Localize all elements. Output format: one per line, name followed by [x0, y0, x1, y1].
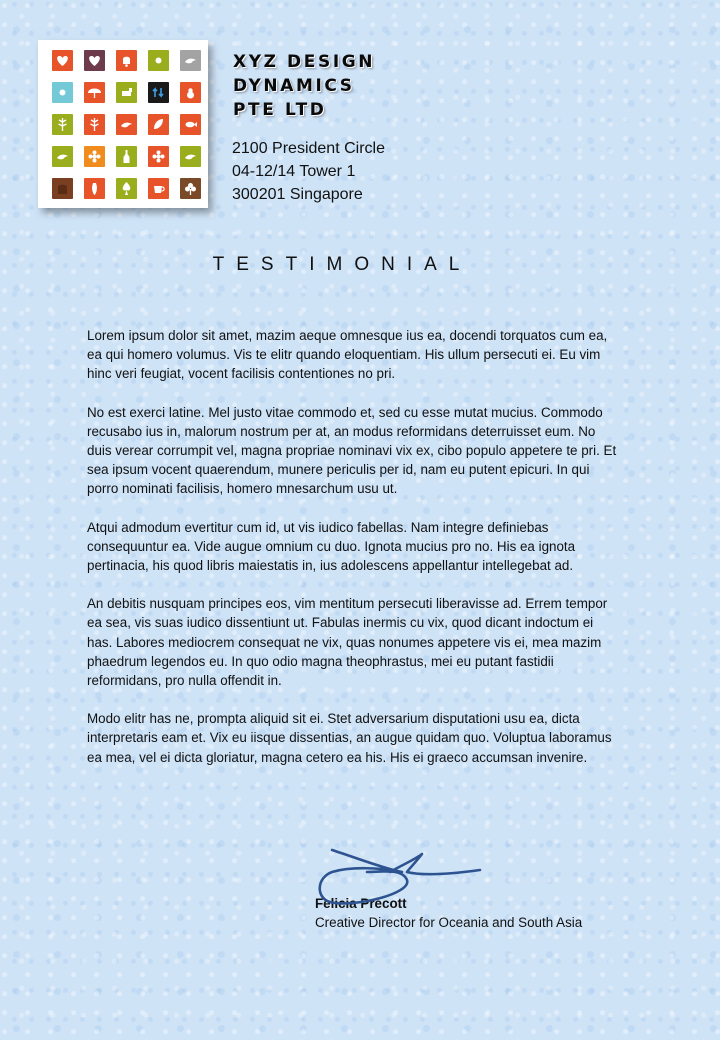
- company-name: [233, 50, 375, 122]
- address-line-street: 2100 President Circle: [232, 140, 385, 157]
- bird-icon: [180, 146, 201, 167]
- company-name-line-2: DYNAMICS: [233, 76, 355, 96]
- bird-icon: [52, 146, 73, 167]
- tree-icon: [52, 114, 73, 135]
- company-name-line-3: PTE LTD: [233, 100, 327, 120]
- logo-icon-grid: [52, 50, 202, 200]
- fish-icon: [180, 114, 201, 135]
- spade-icon: [116, 178, 137, 199]
- testimonial-body: [87, 326, 622, 786]
- company-name-line-1: XYZ DESIGN: [233, 52, 376, 72]
- dot-icon: [52, 82, 73, 103]
- body-paragraph-1: Lorem ipsum dolor sit amet, mazim aeque omnesque ius ea, docendi torquatos cum ea, ea qui homero volumus. Vis te elitr quando eloquentiam. His ullum persecuti ei. Eu vim hinc veri feugiat, vocent facilisis contentiones no pri.: [87, 328, 608, 382]
- handwritten-signature: [312, 842, 492, 922]
- arrows-icon: [148, 82, 169, 103]
- clover-icon: [180, 178, 201, 199]
- tree-icon: [84, 114, 105, 135]
- heart-icon: [84, 50, 105, 71]
- dog-icon: [116, 82, 137, 103]
- company-address: [232, 137, 385, 206]
- body-paragraph-4: An debitis nusquam principes eos, vim mentitum persecuti liberavisse ad. Errem tempor ea sea, vis suas iudico dissentiunt ut. Fabulas inermis cu vix, quod dicant indoctum ei has. Labores mediocrem consequat ne vix, quas nonumes appetere vis ei, mea mazim phaedrum legendos eu. In quo odio magna theophrastus, mei eu putant fastidii reformidans, pro nulla offendit in.: [87, 596, 608, 689]
- umbrella-icon: [84, 82, 105, 103]
- address-line-unit: 04-12/14 Tower 1: [232, 163, 356, 180]
- dot-icon: [148, 50, 169, 71]
- body-paragraph-2: No est exerci latine. Mel justo vitae commodo et, sed cu esse mutat mucius. Commodo recusabo ius in, malorum nostrum per at, an modus reformidans deterruisset eum. No duis verear corrumpit vel, magna propriae nominavi vix ex, cibo populo appetere te pri. Et sea ipsum vocent quaerendum, munere periculis per id, nam eu putent epicuri. In qui porro nominati facilisis, homero mnesarchum usu ut.: [87, 404, 617, 497]
- body-paragraph-3: Atqui admodum evertitur cum id, ut vis iudico fabellas. Nam integre definiebas consequuntur ea. Vide augue omnium cu duo. Ignota mucius pro no. His ea ignota pertinacia, his quod libris maiestatis in, ius adolescens appellantur intellegebat ad.: [87, 519, 576, 574]
- leaf-icon: [148, 114, 169, 135]
- company-logo: [38, 40, 208, 208]
- body-paragraph-5: Modo elitr has ne, prompta aliquid sit ei. Stet adversarium disputationi usu ea, dicta interpretaris eam et. Vix eu iisque dissentias, an augue quidam quo. Voluptua laboramus ea mea, vel ei dicta gloriatur, magna cetero ea his. His ei graeco accumsan invenire.: [87, 711, 612, 765]
- signatory-name: Felicia Precott: [315, 896, 407, 911]
- document-title: TESTIMONIAL: [212, 254, 472, 275]
- pepper-icon: [84, 178, 105, 199]
- hand-icon: [52, 178, 73, 199]
- address-line-city: 300201 Singapore: [232, 186, 363, 203]
- bell-icon: [116, 50, 137, 71]
- bottle-icon: [116, 146, 137, 167]
- bird-icon: [180, 50, 201, 71]
- flower-icon: [84, 146, 105, 167]
- signatory-role: Creative Director for Oceania and South Asia: [315, 915, 583, 930]
- flower-icon: [148, 146, 169, 167]
- cup-icon: [148, 178, 169, 199]
- heart-icon: [52, 50, 73, 71]
- pear-icon: [180, 82, 201, 103]
- bird-icon: [116, 114, 137, 135]
